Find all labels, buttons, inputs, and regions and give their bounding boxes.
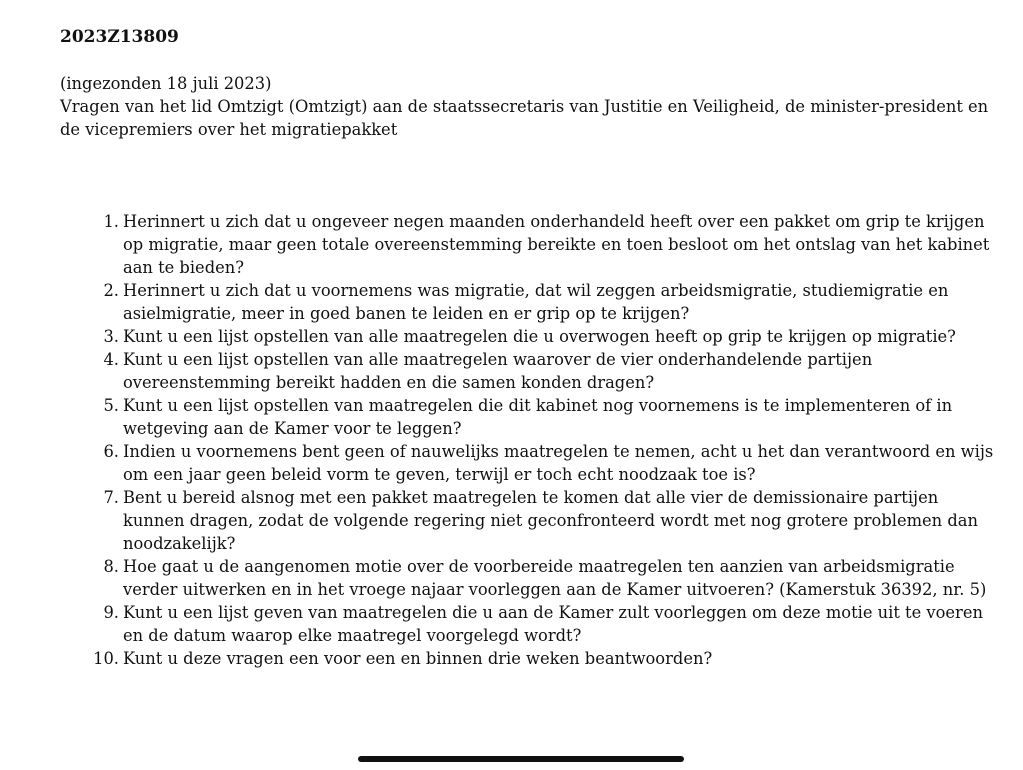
question-text: Hoe gaat u de aangenomen motie over de voorbereide maatregelen ten aanzien van arbeidsmigratie verder uitwerken en in het vroege najaar voorleggen aan de Kamer uitvoeren? (Kamerstuk 36392, nr. 5) (123, 557, 987, 599)
question-text: Kunt u een lijst geven van maatregelen die u aan de Kamer zult voorleggen om deze motie uit te voeren en de datum waarop elke maatregel voorgelegd wordt? (123, 603, 983, 645)
question-text: Herinnert u zich dat u ongeveer negen maanden onderhandeld heeft over een pakket om grip te krijgen op migratie, maar geen totale overeenstemming bereikte en toen besloot om het ontslag van het kabinet aan te bieden? (123, 212, 990, 277)
question-text: Kunt u deze vragen een voor een en binnen drie weken beantwoorden? (123, 649, 713, 668)
question-text: Kunt u een lijst opstellen van maatregelen die dit kabinet nog voornemens is te implementeren of in wetgeving aan de Kamer voor te leggen? (123, 396, 953, 438)
list-item (60, 279, 995, 325)
list-item (60, 647, 995, 670)
list-item (60, 486, 995, 555)
list-item (60, 394, 995, 440)
question-text: Bent u bereid alsnog met een pakket maatregelen te komen dat alle vier de demissionaire partijen kunnen dragen, zodat de volgende regering niet geconfronteerd wordt met nog grotere problemen dan noodzakelijk? (123, 488, 978, 553)
question-number: 4. (103, 350, 119, 369)
document-id: 2023Z13809 (60, 27, 179, 47)
document-intro (60, 72, 995, 141)
question-number: 8. (103, 557, 119, 576)
question-number: 3. (103, 327, 119, 346)
list-item (60, 440, 995, 486)
question-text: Kunt u een lijst opstellen van alle maatregelen die u overwogen heeft op grip te krijgen op migratie? (123, 327, 956, 346)
question-number: 7. (103, 488, 119, 507)
question-text: Indien u voornemens bent geen of nauwelijks maatregelen te nemen, acht u het dan verantwoord en wijs om een jaar geen beleid vorm te geven, terwijl er toch echt noodzaak toe is? (123, 442, 994, 484)
question-number: 1. (103, 212, 119, 231)
list-item (60, 210, 995, 279)
home-indicator[interactable] (358, 756, 684, 762)
question-list (60, 210, 995, 670)
list-item (60, 555, 995, 601)
list-item (60, 601, 995, 647)
list-item (60, 325, 995, 348)
question-number: 9. (103, 603, 119, 622)
question-number: 10. (93, 649, 119, 668)
document-title: Vragen van het lid Omtzigt (Omtzigt) aan de staatssecretaris van Justitie en Veiligheid, de minister-president en de vicepremiers over het migratiepakket (60, 97, 989, 139)
question-text: Kunt u een lijst opstellen van alle maatregelen waarover de vier onderhandelende partijen overeenstemming bereikt hadden en die samen konden dragen? (123, 350, 873, 392)
list-item (60, 348, 995, 394)
question-text: Herinnert u zich dat u voornemens was migratie, dat wil zeggen arbeidsmigratie, studiemigratie en asielmigratie, meer in goed banen te leiden en er grip op te krijgen? (123, 281, 949, 323)
question-number: 5. (103, 396, 119, 415)
submission-date: (ingezonden 18 juli 2023) (60, 74, 272, 93)
question-number: 6. (103, 442, 119, 461)
document-header (60, 26, 995, 141)
question-number: 2. (103, 281, 119, 300)
